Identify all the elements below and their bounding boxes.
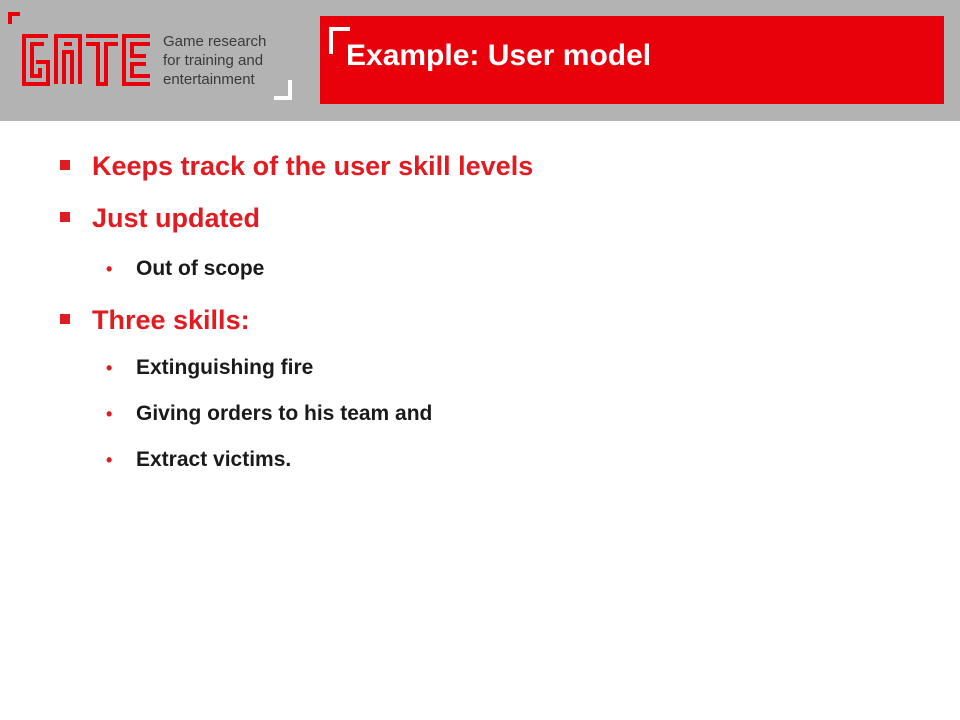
bullet-text: Keeps track of the user skill levels	[92, 151, 534, 181]
sub-bullet-item	[106, 447, 291, 473]
logo-tagline: Game research for training and entertainment	[163, 33, 267, 88]
sub-bullet-item	[106, 355, 313, 381]
bullet-item	[60, 304, 250, 336]
dot-bullet-icon: •	[106, 358, 113, 378]
sub-bullet-text: Giving orders to his team and	[136, 402, 433, 425]
square-bullet-icon	[60, 314, 70, 324]
slide-title: Example: User model	[346, 39, 652, 72]
dot-bullet-icon: •	[106, 404, 113, 424]
dot-bullet-icon: •	[106, 450, 113, 470]
sub-bullet-item	[106, 401, 432, 427]
bullet-item	[60, 150, 533, 182]
bullet-text: Three skills:	[92, 305, 250, 335]
sub-bullet-text: Extract victims.	[136, 448, 292, 471]
dot-bullet-icon: •	[106, 259, 113, 279]
square-bullet-icon	[60, 212, 70, 222]
square-bullet-icon	[60, 160, 70, 170]
sub-bullet-item	[106, 256, 264, 282]
bullet-item	[60, 202, 260, 234]
bullet-text: Just updated	[92, 203, 261, 233]
sub-bullet-text: Extinguishing fire	[136, 356, 314, 379]
sub-bullet-text: Out of scope	[136, 257, 265, 280]
